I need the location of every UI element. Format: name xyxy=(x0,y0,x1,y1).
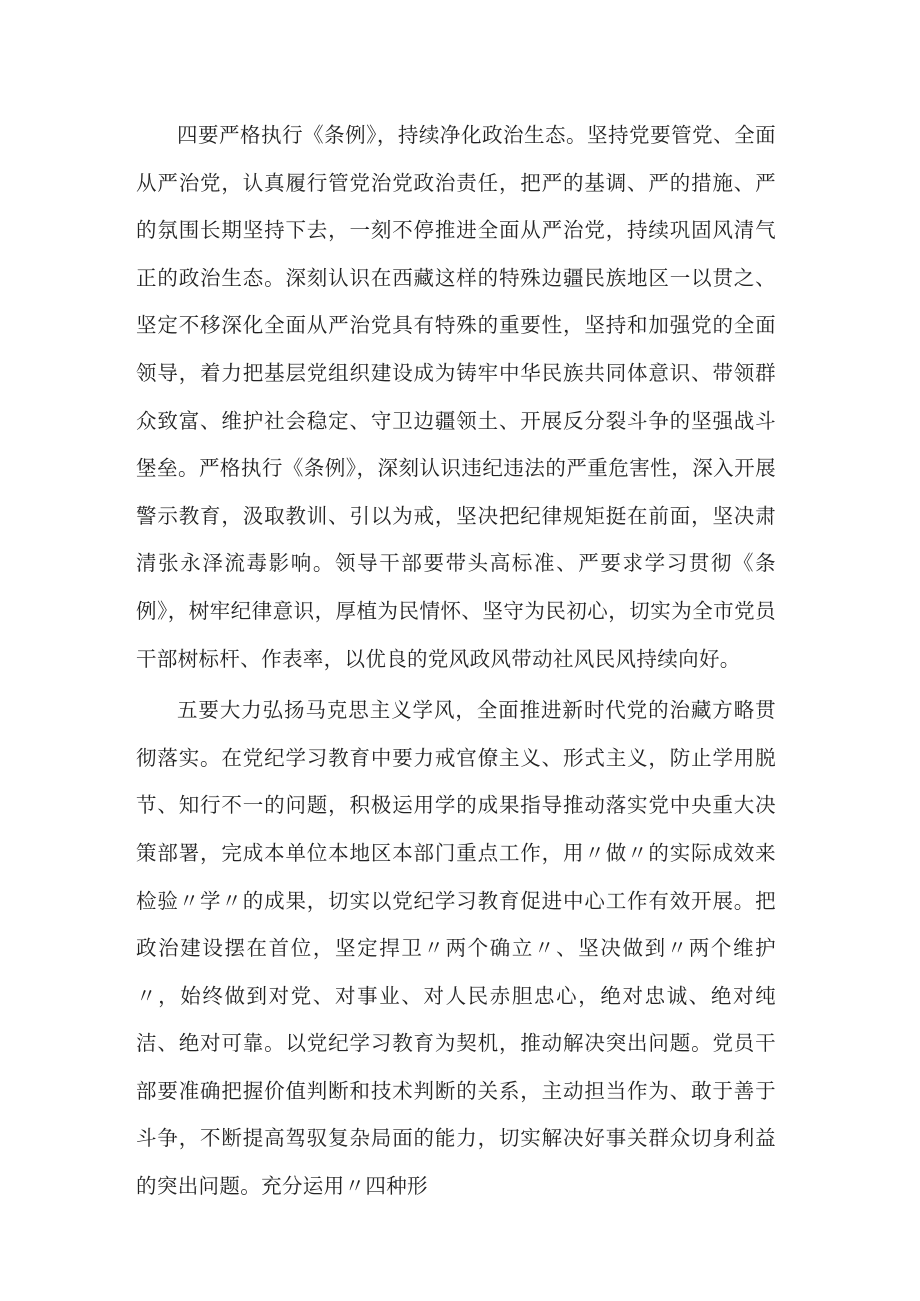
paragraph-four: 四要严格执行《条例》，持续净化政治生态。坚持党要管党、全面从严治党，认真履行管党治党政治责任，把严的基调、严的措施、严的氛围长期坚持下去，一刻不停推进全面从严治党，持续巩固风清气正的政治生态。深刻认识在西藏这样的特殊边疆民族地区一以贯之、坚定不移深化全面从严治党具有特殊的重要性，坚持和加强党的全面领导，着力把基层党组织建设成为铸牢中华民族共同体意识、带领群众致富、维护社会稳定、守卫边疆领土、开展反分裂斗争的坚强战斗堡垒。严格执行《条例》，深刻认识违纪违法的严重危害性，深入开展警示教育，汲取教训、引以为戒，坚决把纪律规矩挺在前面，坚决肃清张永泽流毒影响。领导干部要带头高标准、严要求学习贯彻《条例》，树牢纪律意识，厚植为民情怀、坚守为民初心，切实为全市党员干部树标杆、作表率，以优良的党风政风带动社风民风持续向好。 xyxy=(136,123,776,671)
paragraph-five: 五要大力弘扬马克思主义学风，全面推进新时代党的治藏方略贯彻落实。在党纪学习教育中要力戒官僚主义、形式主义，防止学用脱节、知行不一的问题，积极运用学的成果指导推动落实党中央重大决策部署，完成本单位本地区本部门重点工作，用〃做〃的实际成效来检验〃学〃的成果，切实以党纪学习教育促进中心工作有效开展。把政治建设摆在首位，坚定捍卫〃两个确立〃、坚决做到〃两个维护〃，始终做到对党、对事业、对人民赤胆忠心，绝对忠诚、绝对纯洁、绝对可靠。以党纪学习教育为契机，推动解决突出问题。党员干部要准确把握价值判断和技术判断的关系，主动担当作为、敢于善于斗争，不断提高驾驭复杂局面的能力，切实解决好事关群众切身利益的突出问题。充分运用〃四种形 xyxy=(136,698,776,1199)
document-body xyxy=(136,112,776,1211)
